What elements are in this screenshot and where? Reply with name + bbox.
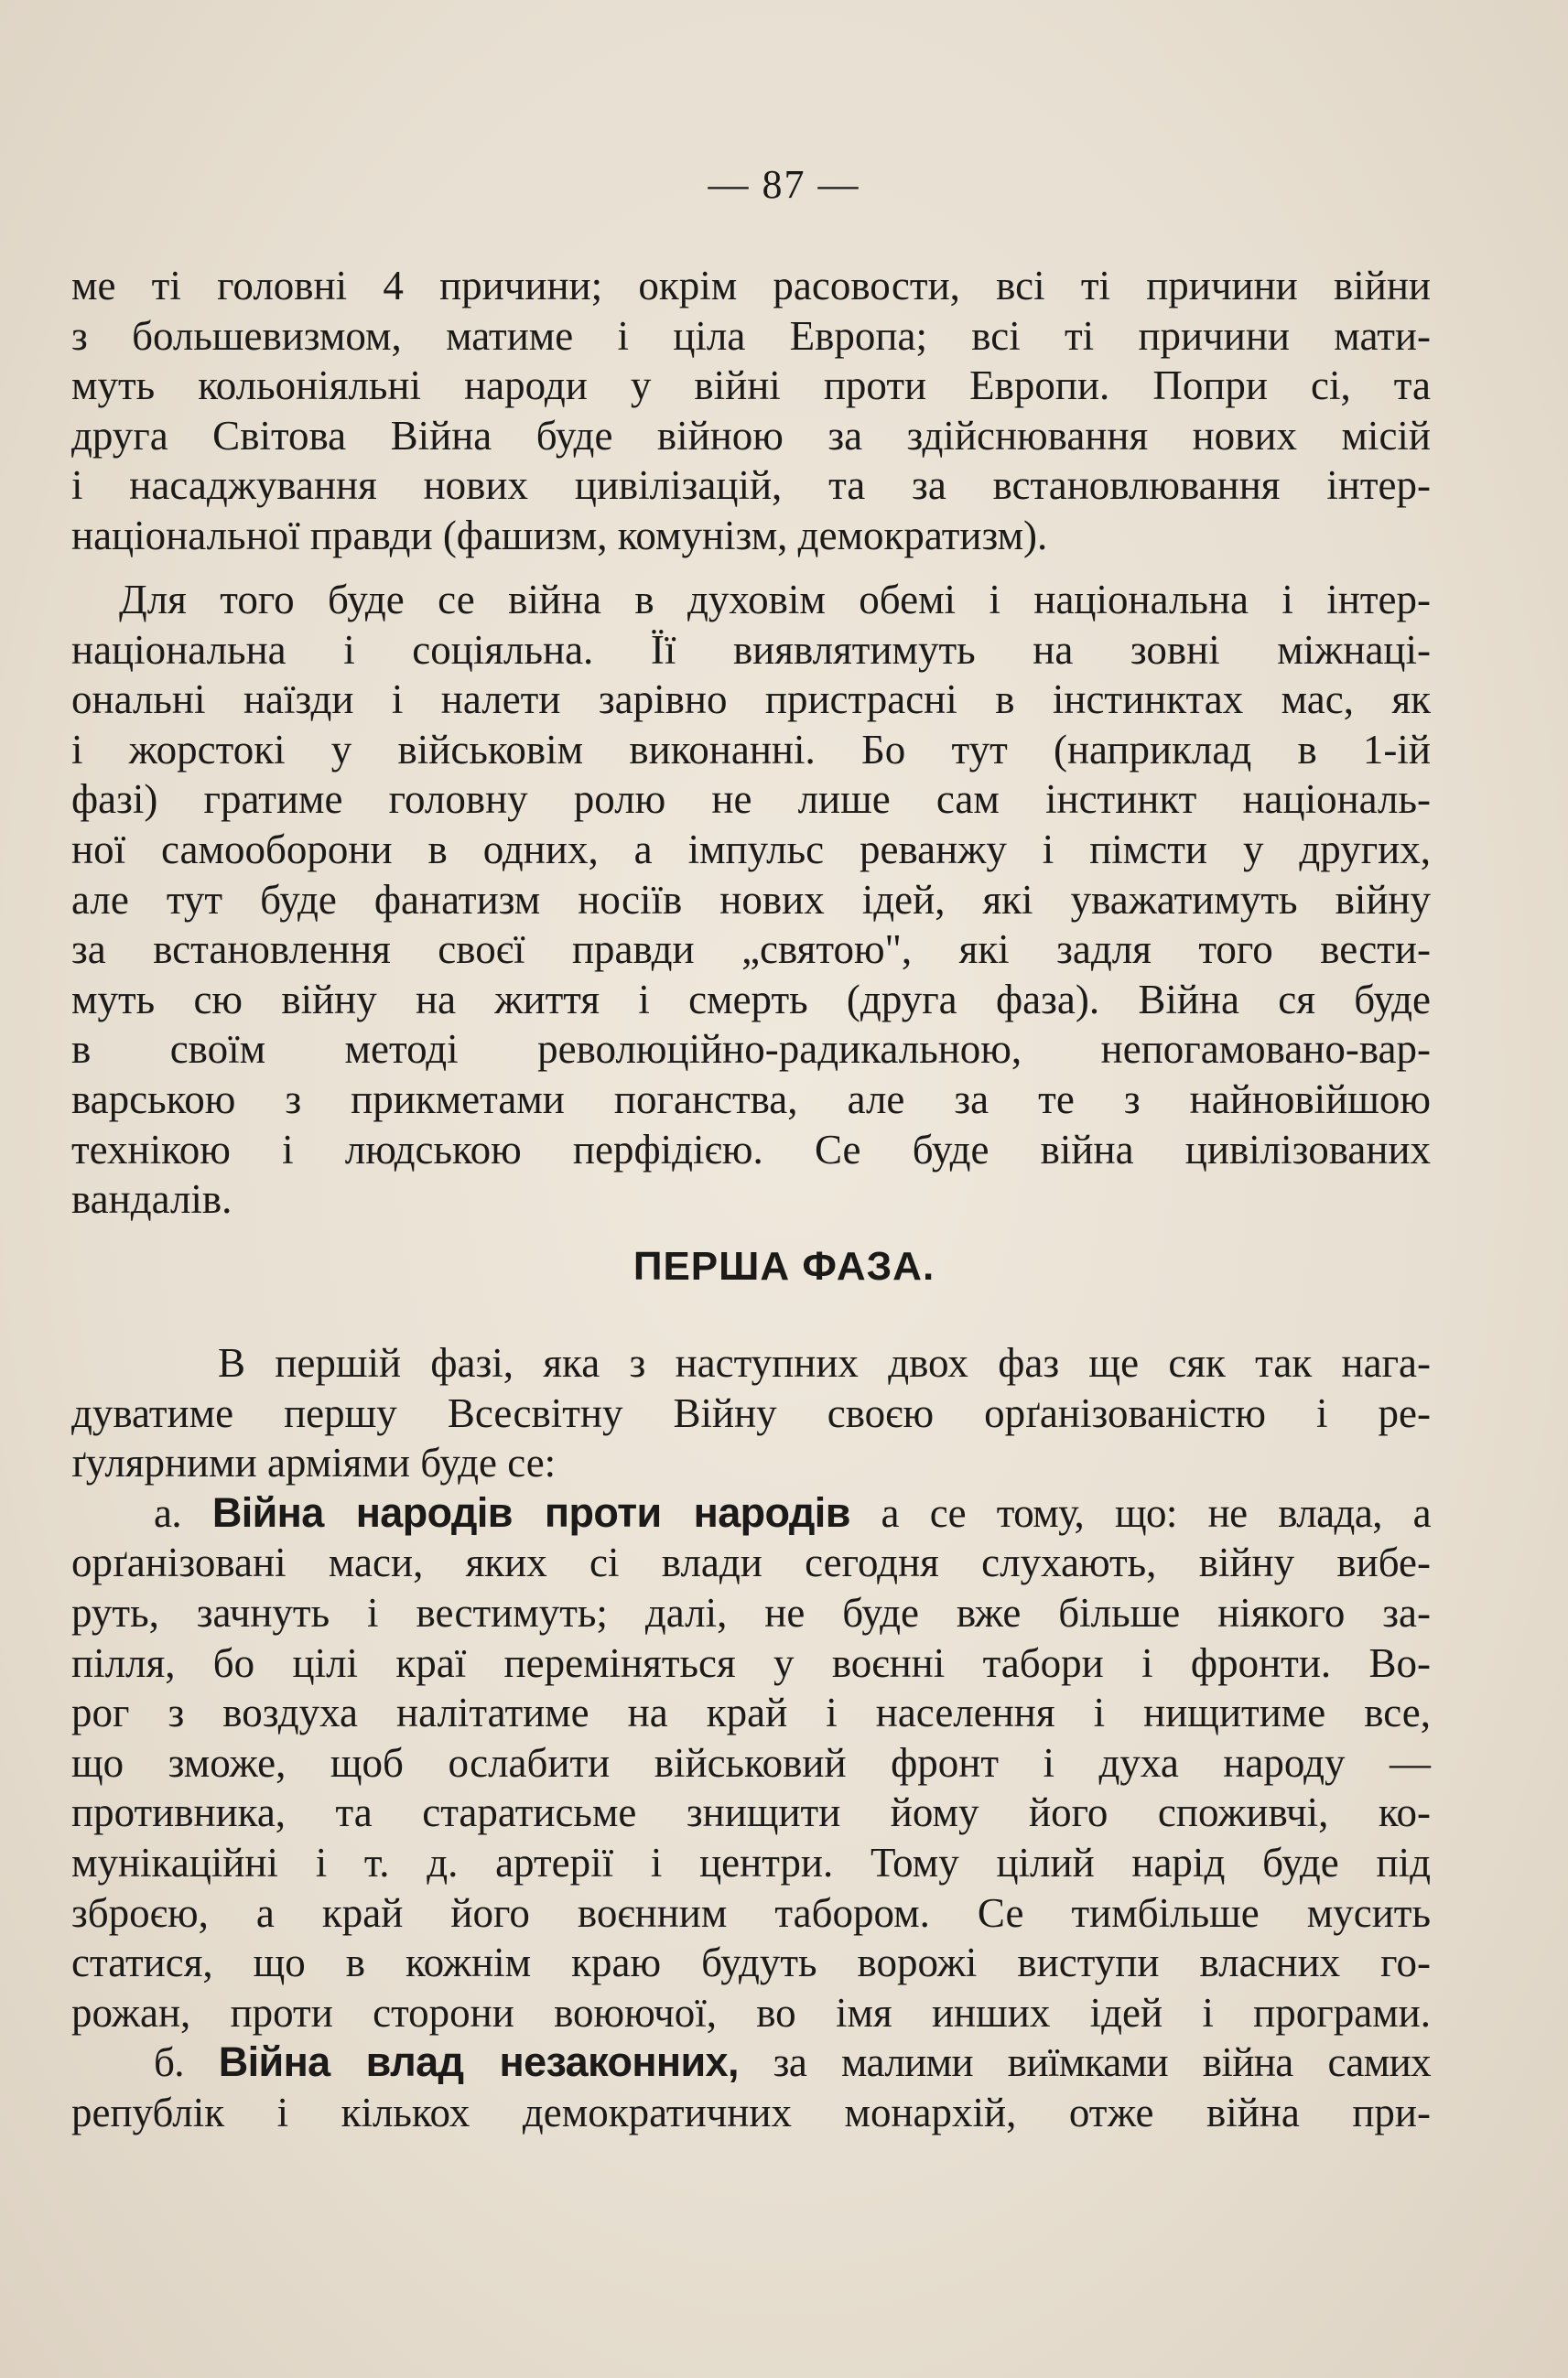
text-line: рог з воздуха налітатиме на край і населення і нищитиме все,: [71, 1690, 1431, 1736]
text-line: що зможе, щоб ослабити військовий фронт і духа народу —: [71, 1739, 1431, 1786]
text-line: орґанізовані маси, яких сі влади сегодня слухають, війну вибе-: [71, 1540, 1431, 1586]
text-line: ме ті головні 4 причини; окрім расовости, всі ті причини війни: [71, 263, 1431, 308]
paragraph-1: [71, 261, 1431, 561]
list-marker-b: б.: [154, 2039, 184, 2086]
text-line: противника, та старатисьме знищити йому його споживчі, ко-: [71, 1789, 1431, 1836]
bold-phrase-b: Війна влад незаконних,: [218, 2038, 739, 2086]
text-line: друга Світова Війна буде війною за здійснювання нових місій: [71, 412, 1431, 459]
list-marker-a: а.: [154, 1489, 182, 1536]
text-line: републік і кількох демократичних монархій, отже війна при-: [71, 2089, 1431, 2135]
item-b-first-rest: за малими виїмками війна самих: [738, 2039, 1432, 2086]
text-line: пілля, бо цілі краї переміняться у воєнні табори і фронти. Во-: [71, 1639, 1431, 1686]
text-line: ної самооборони в одних, а імпульс реванжу і пімсти у других,: [71, 826, 1431, 872]
list-item-a: [71, 1488, 1431, 1539]
section-body: [71, 1338, 1431, 2138]
page-number: — 87 —: [708, 162, 860, 207]
text-line: дуватиме першу Всесвітну Війну своєю орґанізованістю і ре-: [71, 1389, 1431, 1436]
text-line: за встановлення своєї правди „святою", які задля того вести-: [71, 926, 1431, 973]
text-line: але тут буде фанатизм носіїв нових ідей, які уважатимуть війну: [71, 876, 1431, 923]
item-a-first-rest: а се тому, що: не влада, а: [849, 1489, 1432, 1536]
text-line: муть сю війну на життя і смерть (друга фаза). Війна ся буде: [71, 976, 1431, 1022]
text-line: зброєю, а край його воєнним табором. Се тимбільше мусить: [71, 1889, 1431, 1936]
text-line: варською з прикметами поганства, але за те з найновійшою: [71, 1076, 1431, 1122]
text-line: статися, що в кожнім краю будуть ворожі виступи власних го-: [71, 1940, 1431, 1986]
text-line: національної правди (фашизм, комунізм, демократизм).: [71, 512, 1048, 558]
list-item-b: [71, 2038, 1431, 2088]
text-line: ґулярними арміями буде се:: [71, 1440, 557, 1486]
text-line: з большевизмом, матиме і ціла Европа; всі ті причини мати-: [71, 312, 1431, 359]
paragraph-2: [71, 575, 1431, 1225]
text-line: руть, зачнуть і вестимуть; далі, не буде вже більше ніякого за-: [71, 1589, 1431, 1636]
text-line: Для того буде се війна в духовім обемі і національна і інтер-: [119, 577, 1431, 622]
text-line: ональні наїзди і налети зарівно пристрасні в інстинктах мас, як: [71, 676, 1431, 723]
text-line: фазі) гратиме головну ролю не лише сам інстинкт національ-: [71, 776, 1431, 823]
text-line: і жорстокі у військовім виконанні. Бо тут (наприклад в 1-ій: [71, 726, 1431, 773]
text-line: рожан, проти сторони воюючої, во імя инших ідей і програми.: [71, 1989, 1431, 2036]
text-line: мунікаційні і т. д. артерії і центри. Тому цілий нарід буде під: [71, 1839, 1431, 1886]
text-line: в своїм методі революційно-радикальною, непогамовано-вар-: [71, 1026, 1431, 1073]
section-heading: ПЕРША ФАЗА.: [633, 1244, 935, 1289]
text-line: технікою і людською перфідією. Се буде війна цивілізованих: [71, 1126, 1431, 1173]
bold-phrase-a: Війна народів проти народів: [211, 1488, 850, 1536]
text-line: муть кольоніяльні народи у війні проти Европи. Попри сі, та: [71, 362, 1431, 409]
text-line: вандалів.: [71, 1176, 232, 1223]
text-line: і насаджування нових цивілізацій, та за встановлювання інтер-: [71, 462, 1431, 509]
text-line: В першій фазі, яка з наступних двох фаз ще сяк так нага-: [218, 1340, 1431, 1386]
text-line: національна і соціяльна. Її виявлятимуть на зовні міжнаці-: [71, 626, 1431, 673]
